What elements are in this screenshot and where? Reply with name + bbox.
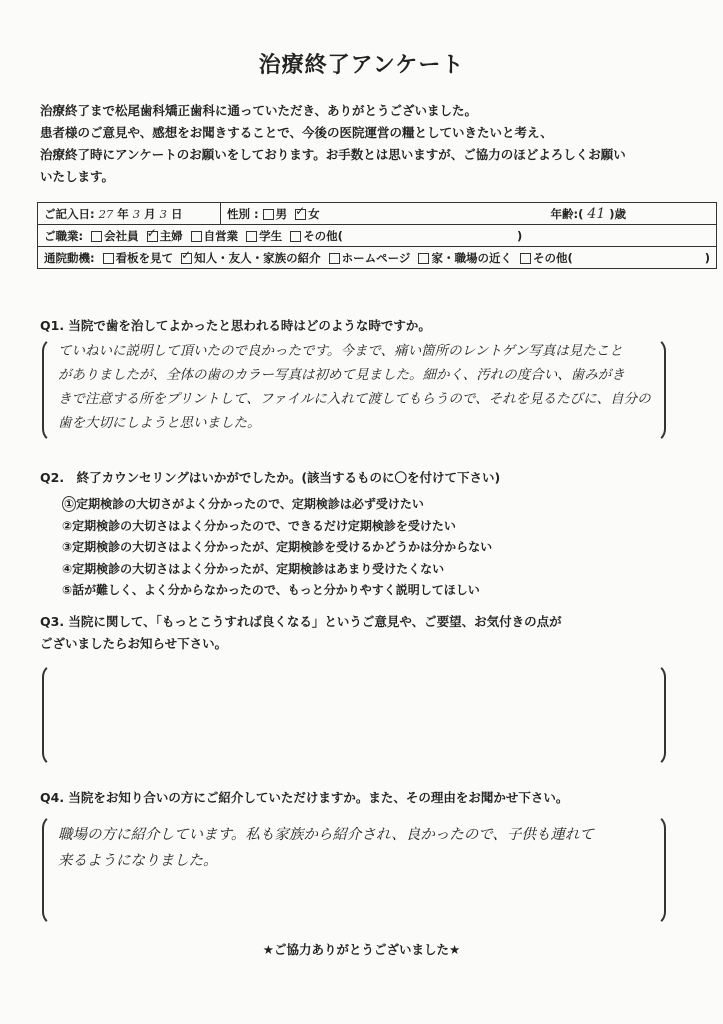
motive-near-label: 家・職場の近く xyxy=(431,250,512,265)
motive-web-label: ホームページ xyxy=(341,250,411,265)
q1-answer-line: 歯を大切にしようと思いました。 xyxy=(58,415,261,431)
intro-line: 治療終了時にアンケートのお願いをしております。お手数とは思いますが、ご協力のほどよろしくお願い xyxy=(40,147,626,162)
gender-label: 性別 : xyxy=(227,206,259,221)
age-cell xyxy=(483,203,717,225)
q1-question: Q1. 当院で歯を治してよかったと思われる時はどのような時ですか。 xyxy=(40,318,431,333)
q2-option[interactable] xyxy=(62,516,492,538)
q2-option-text: 定期検診の大切さはよく分かったが、定期検診はあまり受けたくない xyxy=(72,561,445,576)
job-label: ご職業: xyxy=(44,228,84,243)
gender-male-checkbox[interactable] xyxy=(263,209,274,220)
motive-other-close: ) xyxy=(704,250,711,265)
intro-text xyxy=(40,100,690,188)
q2-question: Q2. 終了カウンセリングはいかがでしたか。(該当するものに〇を付けて下さい) xyxy=(40,470,501,485)
motive-sign-label: 看板を見て xyxy=(115,250,174,265)
q2-option-number: ⑤ xyxy=(62,583,73,597)
age-value[interactable]: 41 xyxy=(587,205,606,222)
q2-option-number: ③ xyxy=(62,540,73,554)
q3-question-line2: ございましたらお知らせ下さい。 xyxy=(40,636,228,651)
intro-line: 患者様のご意見や、感想をお聞きすることで、今後の医院運営の糧としていきたいと考え、 xyxy=(40,125,553,140)
q4-question: Q4. 当院をお知り合いの方にご紹介していただけますか。また、その理由をお聞かせ下さい。 xyxy=(40,790,569,805)
job-cell xyxy=(38,225,717,247)
motive-friend-checkbox[interactable] xyxy=(181,253,192,264)
thank-you-footer: ★ご協力ありがとうございました★ xyxy=(262,942,461,957)
motive-label: 通院動機: xyxy=(44,250,95,265)
date-day-unit: 日 xyxy=(171,206,183,221)
date-day-value[interactable]: 3 xyxy=(159,206,167,221)
motive-near-checkbox[interactable] xyxy=(418,253,429,264)
date-year-unit: 年 xyxy=(117,206,129,221)
intro-line: いたします。 xyxy=(40,169,115,184)
job-self-label: 自営業 xyxy=(203,228,239,243)
job-housewife-label: 主婦 xyxy=(159,228,183,243)
gender-male-label: 男 xyxy=(275,206,288,221)
job-other-close: ) xyxy=(516,228,523,243)
motive-other-label: その他( xyxy=(532,250,573,265)
q1-answer-line: がありましたが、全体の歯のカラー写真は初めて見ました。細かく、汚れの度合い、歯みがき xyxy=(58,367,625,383)
q1-answer xyxy=(58,339,651,435)
q2-option-text: 定期検診の大切さはよく分かったので、できるだけ定期検診を受けたい xyxy=(72,518,456,533)
q4-answer-line: 職場の方に紹介しています。私も家族から紹介され、良かったので、子供も連れて xyxy=(58,827,594,843)
date-month-unit: 月 xyxy=(144,206,156,221)
job-other-checkbox[interactable] xyxy=(290,231,301,242)
intro-line: 治療終了まで松尾歯科矯正歯科に通っていただき、ありがとうございました。 xyxy=(40,103,478,118)
q2-option-text: 定期検診の大切さがよく分かったので、定期検診は必ず受けたい xyxy=(76,497,424,511)
q2-option[interactable] xyxy=(62,580,492,602)
job-student-label: 学生 xyxy=(259,228,283,243)
q2-option-number: ① xyxy=(64,497,75,511)
motive-friend-label: 知人・友人・家族の紹介 xyxy=(194,250,321,265)
info-table xyxy=(37,202,717,269)
q3-answer-bracket[interactable] xyxy=(42,663,666,767)
q2-options xyxy=(62,494,492,602)
date-month-value[interactable]: 3 xyxy=(132,206,141,221)
job-housewife-checkbox[interactable] xyxy=(147,231,158,242)
motive-other-checkbox[interactable] xyxy=(520,253,531,264)
motive-cell xyxy=(38,247,717,269)
q2-option-text: 話が難しく、よく分からなかったので、もっと分かりやすく説明してほしい xyxy=(72,583,480,597)
q3-question-line1: Q3. 当院に関して、「もっとこうすれば良くなる」というご意見や、ご要望、お気付きの点が xyxy=(40,614,562,629)
q2-option[interactable] xyxy=(62,494,492,516)
job-self-checkbox[interactable] xyxy=(191,231,202,242)
gender-cell xyxy=(221,203,484,225)
job-company-checkbox[interactable] xyxy=(91,231,102,242)
age-suffix: )歳 xyxy=(609,206,627,221)
form-title: 治療終了アンケート xyxy=(258,53,465,78)
q2-option-text: 定期検診の大切さはよく分かったが、定期検診を受けるかどうかは分からない xyxy=(72,540,493,554)
gender-female-label: 女 xyxy=(308,206,320,221)
date-year-value[interactable]: 27 xyxy=(98,206,114,221)
q1-answer-line: ていねいに説明して頂いたので良かったです。今まで、痛い箇所のレントゲン写真は見たこと xyxy=(58,343,623,359)
q4-answer-line: 来るようになりました。 xyxy=(58,853,218,869)
q2-option[interactable] xyxy=(62,559,492,581)
motive-web-checkbox[interactable] xyxy=(329,253,340,264)
motive-sign-checkbox[interactable] xyxy=(103,253,114,264)
q2-option-number: ④ xyxy=(62,561,73,576)
q1-answer-line: きで注意する所をプリントして、ファイルに入れて渡してもらうので、それを見るたびに、自分の xyxy=(58,391,651,407)
job-student-checkbox[interactable] xyxy=(246,231,257,242)
q2-option[interactable] xyxy=(62,537,492,559)
age-label: 年齢:( xyxy=(550,206,584,221)
job-company-label: 会社員 xyxy=(104,228,139,243)
gender-female-checkbox[interactable] xyxy=(295,209,306,220)
date-cell xyxy=(38,203,221,225)
q2-option-number: ② xyxy=(62,518,73,533)
date-label: ご記入日: xyxy=(44,206,95,221)
q4-answer xyxy=(58,822,594,874)
job-other-label: その他( xyxy=(303,228,343,243)
